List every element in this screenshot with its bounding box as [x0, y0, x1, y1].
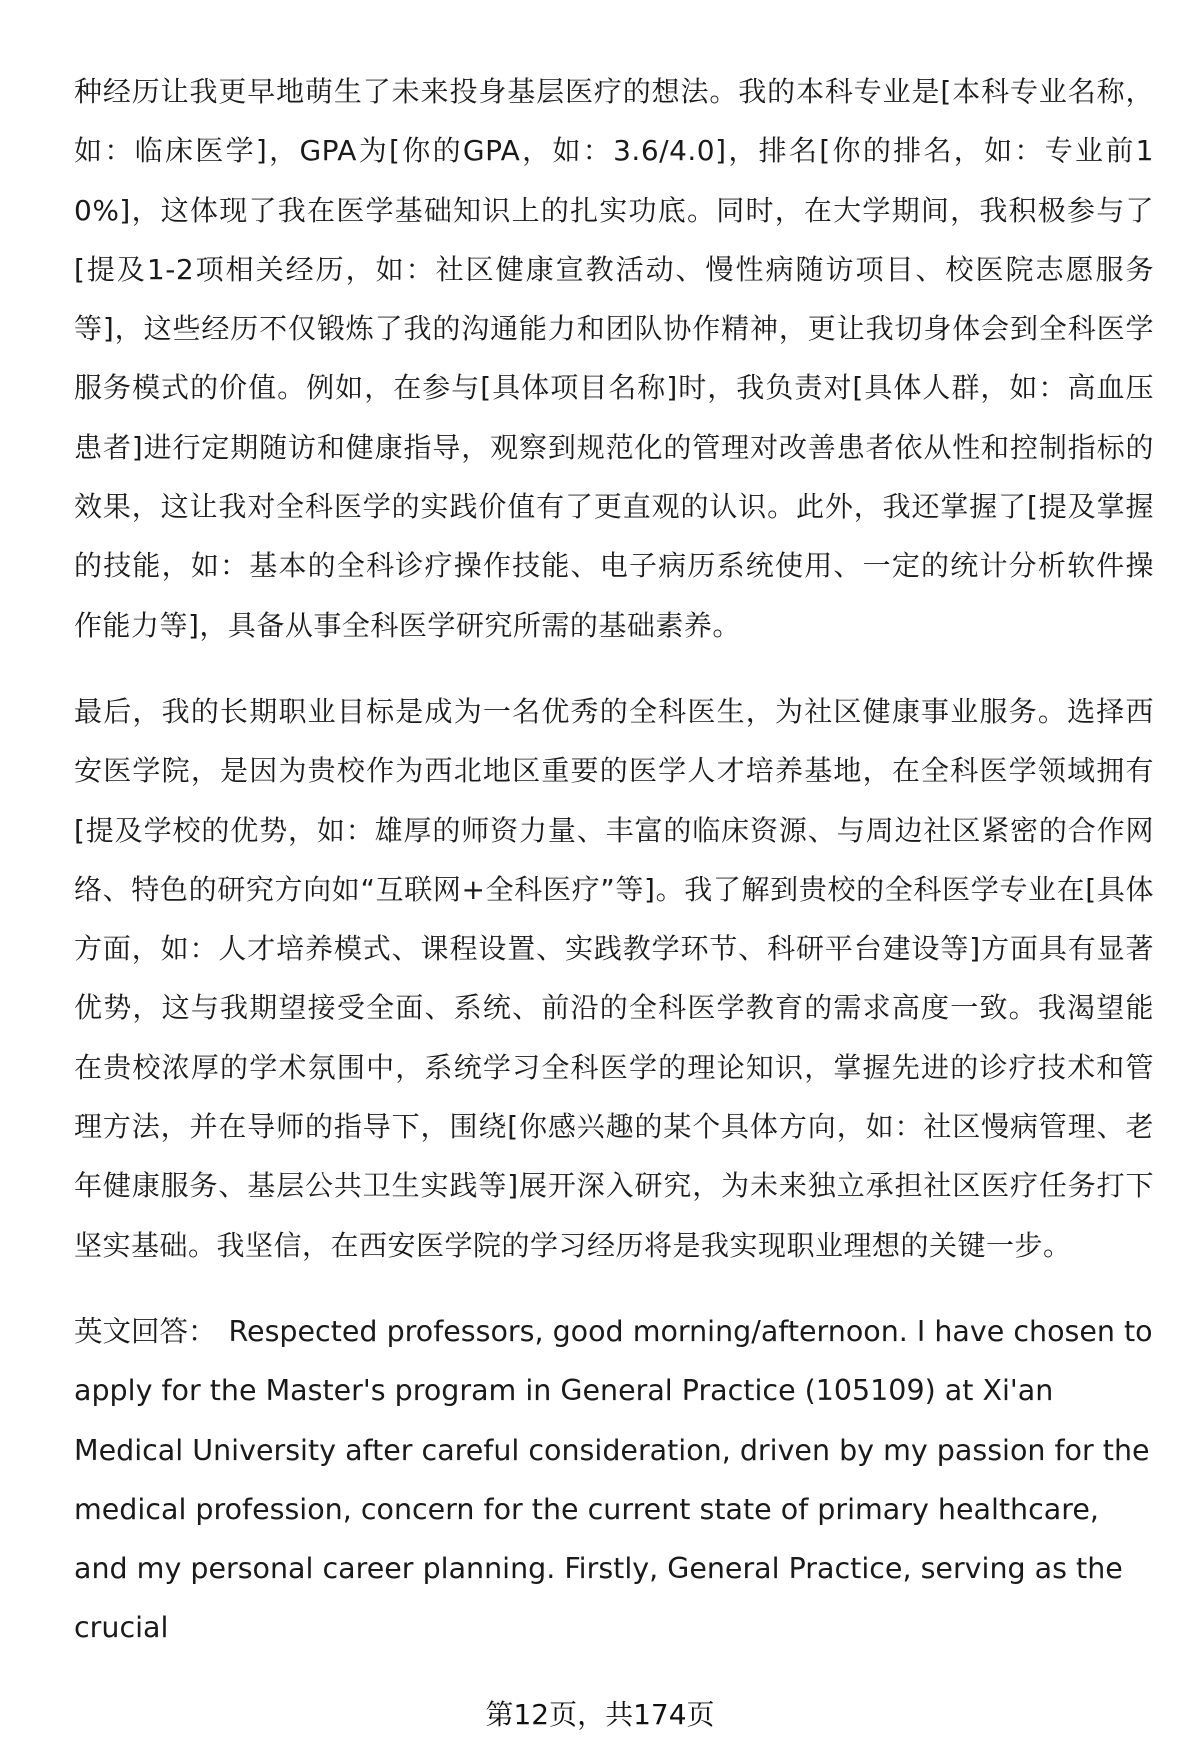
english-answer-label: 英文回答：: [74, 1314, 217, 1348]
page-number: 第12页，共174页: [485, 1698, 715, 1731]
paragraph-1: 种经历让我更早地萌生了未来投身基层医疗的想法。我的本科专业是[本科专业名称，如：临床医学]，GPA为[你的GPA，如：3.6/4.0]，排名[你的排名，如：专业前10%]，这体现了我在医学基础知识上的扎实功底。同时，在大学期间，我积极参与了[提及1-2项相关经历，如：社区健康宣教活动、慢性病随访项目、校医院志愿服务等]，这些经历不仅锻炼了我的沟通能力和团队协作精神，更让我切身体会到全科医学服务模式的价值。例如，在参与[具体项目名称]时，我负责对[具体人群，如：高血压患者]进行定期随访和健康指导，观察到规范化的管理对改善患者依从性和控制指标的效果，这让我对全科医学的实践价值有了更直观的认识。此外，我还掌握了[提及掌握的技能，如：基本的全科诊疗操作技能、电子病历系统使用、一定的统计分析软件操作能力等]，具备从事全科医学研究所需的基础素养。: [74, 75, 1154, 642]
english-answer-text: Respected professors, good morning/afternoon. I have chosen to apply for the Master's program in General Practice (105109) at Xi'an Medical University after careful consideration, driven by my passion for the medical profession, concern for the current state of primary healthcare, and my personal career planning. Firstly, General Practice, serving as the crucial: [74, 1314, 1153, 1645]
document-body: [74, 62, 1154, 1658]
paragraph-english: [74, 1302, 1154, 1658]
paragraph-2: 最后，我的长期职业目标是成为一名优秀的全科医生，为社区健康事业服务。选择西安医学院，是因为贵校作为西北地区重要的医学人才培养基地，在全科医学领域拥有[提及学校的优势，如：雄厚的师资力量、丰富的临床资源、与周边社区紧密的合作网络、特色的研究方向如“互联网+全科医疗”等]。我了解到贵校的全科医学专业在[具体方面，如：人才培养模式、课程设置、实践教学环节、科研平台建设等]方面具有显著优势，这与我期望接受全面、系统、前沿的全科医学教育的需求高度一致。我渴望能在贵校浓厚的学术氛围中，系统学习全科医学的理论知识，掌握先进的诊疗技术和管理方法，并在导师的指导下，围绕[你感兴趣的某个具体方向，如：社区慢病管理、老年健康服务、基层公共卫生实践等]展开深入研究，为未来独立承担社区医疗任务打下坚实基础。我坚信，在西安医学院的学习经历将是我实现职业理想的关键一步。: [74, 694, 1154, 1262]
